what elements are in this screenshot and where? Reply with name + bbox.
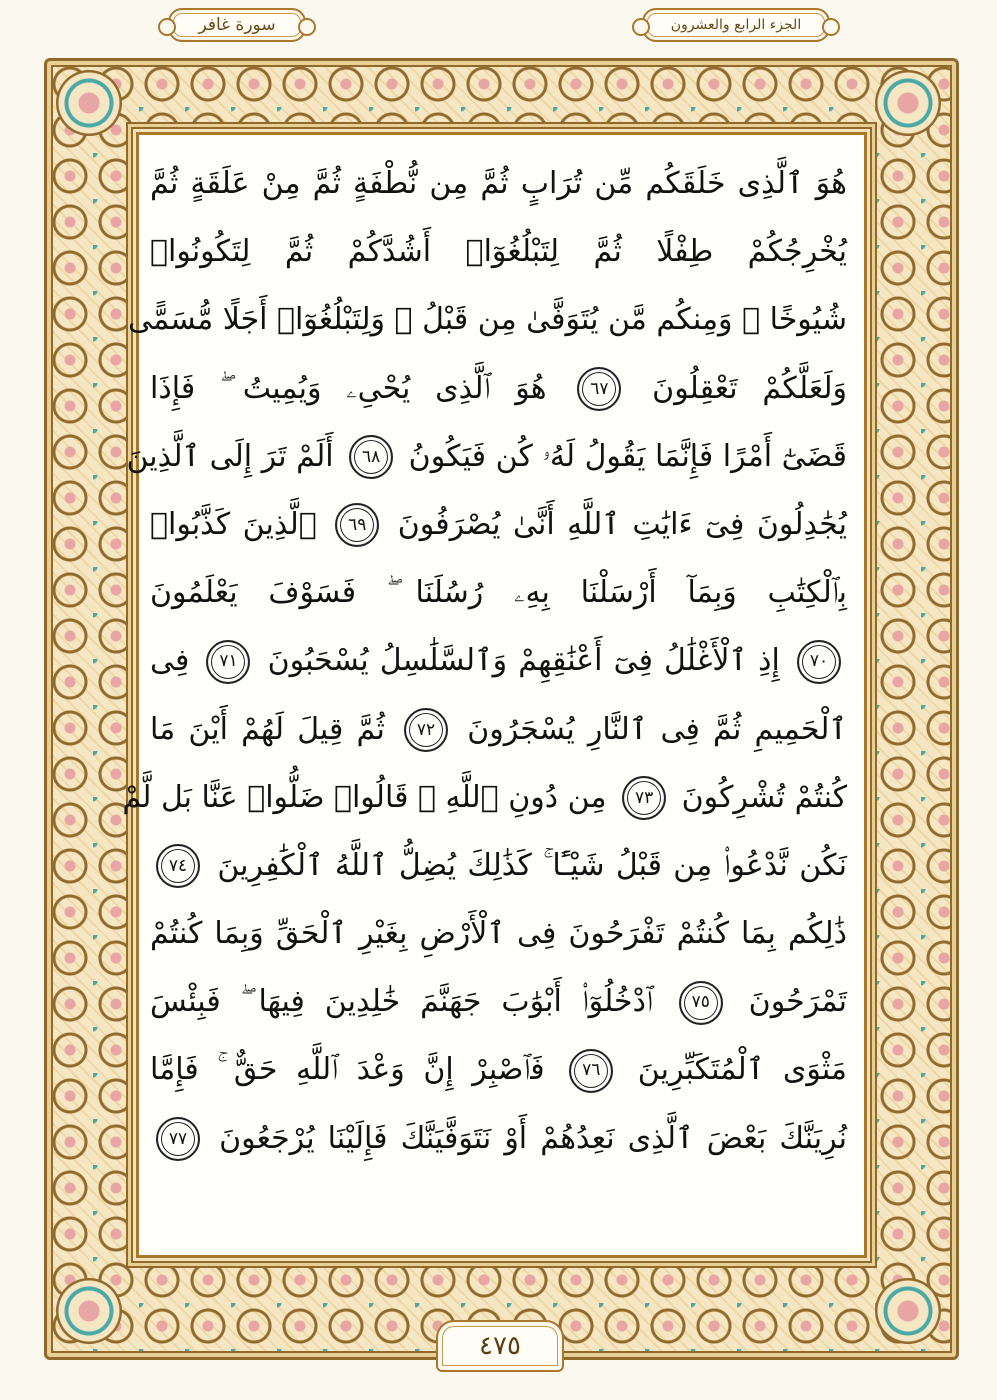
verse-text: هُوَ ٱلَّذِى يُحْىِۦ وَيُمِيتُ ۖ فَإِذَا — [150, 370, 547, 406]
page-number-value: ٤٧٥ — [479, 1331, 521, 1361]
verse-text: فِى — [150, 643, 190, 679]
verse-text: قَضَىٰٓ أَمْرًا فَإِنَّمَا يَقُولُ لَهُۥ كُن فَيَكُونُ — [408, 438, 847, 474]
corner-medallion-icon — [56, 1278, 122, 1344]
verse-text: فَٱصْبِرْ إِنَّ وَعْدَ ٱللَّهِ حَقٌّ ۚ فَإِمَّا — [150, 1052, 545, 1088]
text-line — [150, 1036, 847, 1104]
verse-text: تَمْرَحُونَ — [748, 984, 847, 1020]
text-line — [150, 696, 847, 764]
verse-text: مَثْوَى ٱلْمُتَكَبِّرِينَ — [637, 1052, 847, 1088]
corner-medallion-icon — [875, 1278, 941, 1344]
verse-text: ٱلَّذِينَ كَذَّبُوا۟ — [150, 506, 317, 542]
text-line — [128, 286, 847, 354]
ayah-number-marker: ٧٠ — [797, 640, 841, 684]
verse-text: مِن دُونِ ٱللَّهِ ۖ قَالُوا۟ ضَلُّوا۟ عَنَّا بَل لَّمْ — [122, 779, 607, 815]
ayah-number-marker: ٦٨ — [349, 435, 393, 479]
ayah-number-marker: ٧٤ — [156, 844, 200, 888]
text-line — [150, 627, 847, 695]
juz-header — [642, 8, 830, 42]
verse-text: ذَٰلِكُم بِمَا كُنتُمْ تَفْرَحُونَ فِى ٱلْأَرْضِ بِغَيْرِ ٱلْحَقِّ وَبِمَا كُنتُمْ — [150, 916, 847, 952]
ayah-number-marker: ٦٧ — [577, 367, 621, 411]
ayah-number-marker: ٦٩ — [335, 503, 379, 547]
verse-text: ٱدْخُلُوٓا۟ أَبْوَٰبَ جَهَنَّمَ خَٰلِدِينَ فِيهَا ۖ فَبِئْسَ — [150, 984, 653, 1020]
verse-text: وَلَعَلَّكُمْ تَعْقِلُونَ — [652, 370, 847, 406]
verse-text: بِٱلْكِتَٰبِ وَبِمَآ أَرْسَلْنَا بِهِۦ رُسُلَنَا ۖ فَسَوْفَ يَعْلَمُونَ — [150, 575, 847, 611]
text-line — [150, 1105, 847, 1173]
verse-text: ثُمَّ قِيلَ لَهُمْ أَيْنَ مَا — [150, 711, 385, 747]
verse-text: شُيُوخًا ۚ وَمِنكُم مَّن يُتَوَفَّىٰ مِن قَبْلُ ۖ وَلِتَبْلُغُوٓا۟ أَجَلًا مُّسَمًّى — [128, 302, 847, 338]
scroll-curl-icon — [632, 18, 650, 36]
ayah-number-marker: ٧١ — [206, 640, 250, 684]
text-line — [122, 764, 847, 832]
scroll-curl-icon — [822, 18, 840, 36]
verse-text: نُرِيَنَّكَ بَعْضَ ٱلَّذِى نَعِدُهُمْ أَوْ نَتَوَفَّيَنَّكَ فَإِلَيْنَا يُرْجَعُونَ — [219, 1120, 847, 1156]
surah-name: سورة غافر — [198, 15, 276, 35]
ayah-number-marker: ٧٢ — [404, 708, 448, 752]
ayah-number-marker: ٧٣ — [622, 776, 666, 820]
ayah-number-marker: ٧٧ — [156, 1117, 200, 1161]
text-line — [150, 218, 847, 286]
page-number — [436, 1320, 564, 1372]
ayah-number-marker: ٧٦ — [569, 1049, 613, 1093]
verse-text: نَكُن نَّدْعُوا۟ مِن قَبْلُ شَيْـًٔا ۚ كَذَٰلِكَ يُضِلُّ ٱللَّهُ ٱلْكَٰفِرِينَ — [217, 847, 847, 883]
corner-medallion-icon — [875, 70, 941, 136]
verse-text: هُوَ ٱلَّذِى خَلَقَكُم مِّن تُرَابٍ ثُمَّ مِن نُّطْفَةٍ ثُمَّ مِنْ عَلَقَةٍ ثُمَّ — [150, 166, 847, 201]
text-line — [150, 491, 847, 559]
verse-text: أَلَمْ تَرَ إِلَى ٱلَّذِينَ — [126, 438, 334, 474]
text-line — [150, 559, 847, 627]
verse-text: كُنتُمْ تُشْرِكُونَ — [681, 779, 847, 815]
text-line — [150, 355, 847, 423]
surah-name-header — [168, 8, 306, 42]
text-line — [150, 832, 847, 900]
juz-name: الجزء الرابع والعشرون — [670, 17, 802, 33]
ayah-number-marker: ٧٥ — [679, 981, 723, 1025]
text-line — [126, 423, 847, 491]
verse-text: يُجَٰدِلُونَ فِىٓ ءَايَٰتِ ٱللَّهِ أَنَّىٰ يُصْرَفُونَ — [397, 506, 847, 542]
text-line — [150, 968, 847, 1036]
text-line — [150, 150, 847, 218]
verse-text: إِذِ ٱلْأَغْلَٰلُ فِىٓ أَعْنَٰقِهِمْ وَٱلسَّلَٰسِلُ يُسْحَبُونَ — [267, 643, 780, 679]
verse-text: يُخْرِجُكُمْ طِفْلًا ثُمَّ لِتَبْلُغُوٓا۟ أَشُدَّكُمْ ثُمَّ لِتَكُونُوا۟ — [150, 234, 847, 270]
quran-text-block — [122, 150, 847, 1240]
scroll-curl-icon — [298, 18, 316, 36]
verse-text: ٱلْحَمِيمِ ثُمَّ فِى ٱلنَّارِ يُسْجَرُونَ — [467, 711, 847, 747]
scroll-curl-icon — [158, 18, 176, 36]
corner-medallion-icon — [56, 70, 122, 136]
text-line — [150, 900, 847, 968]
